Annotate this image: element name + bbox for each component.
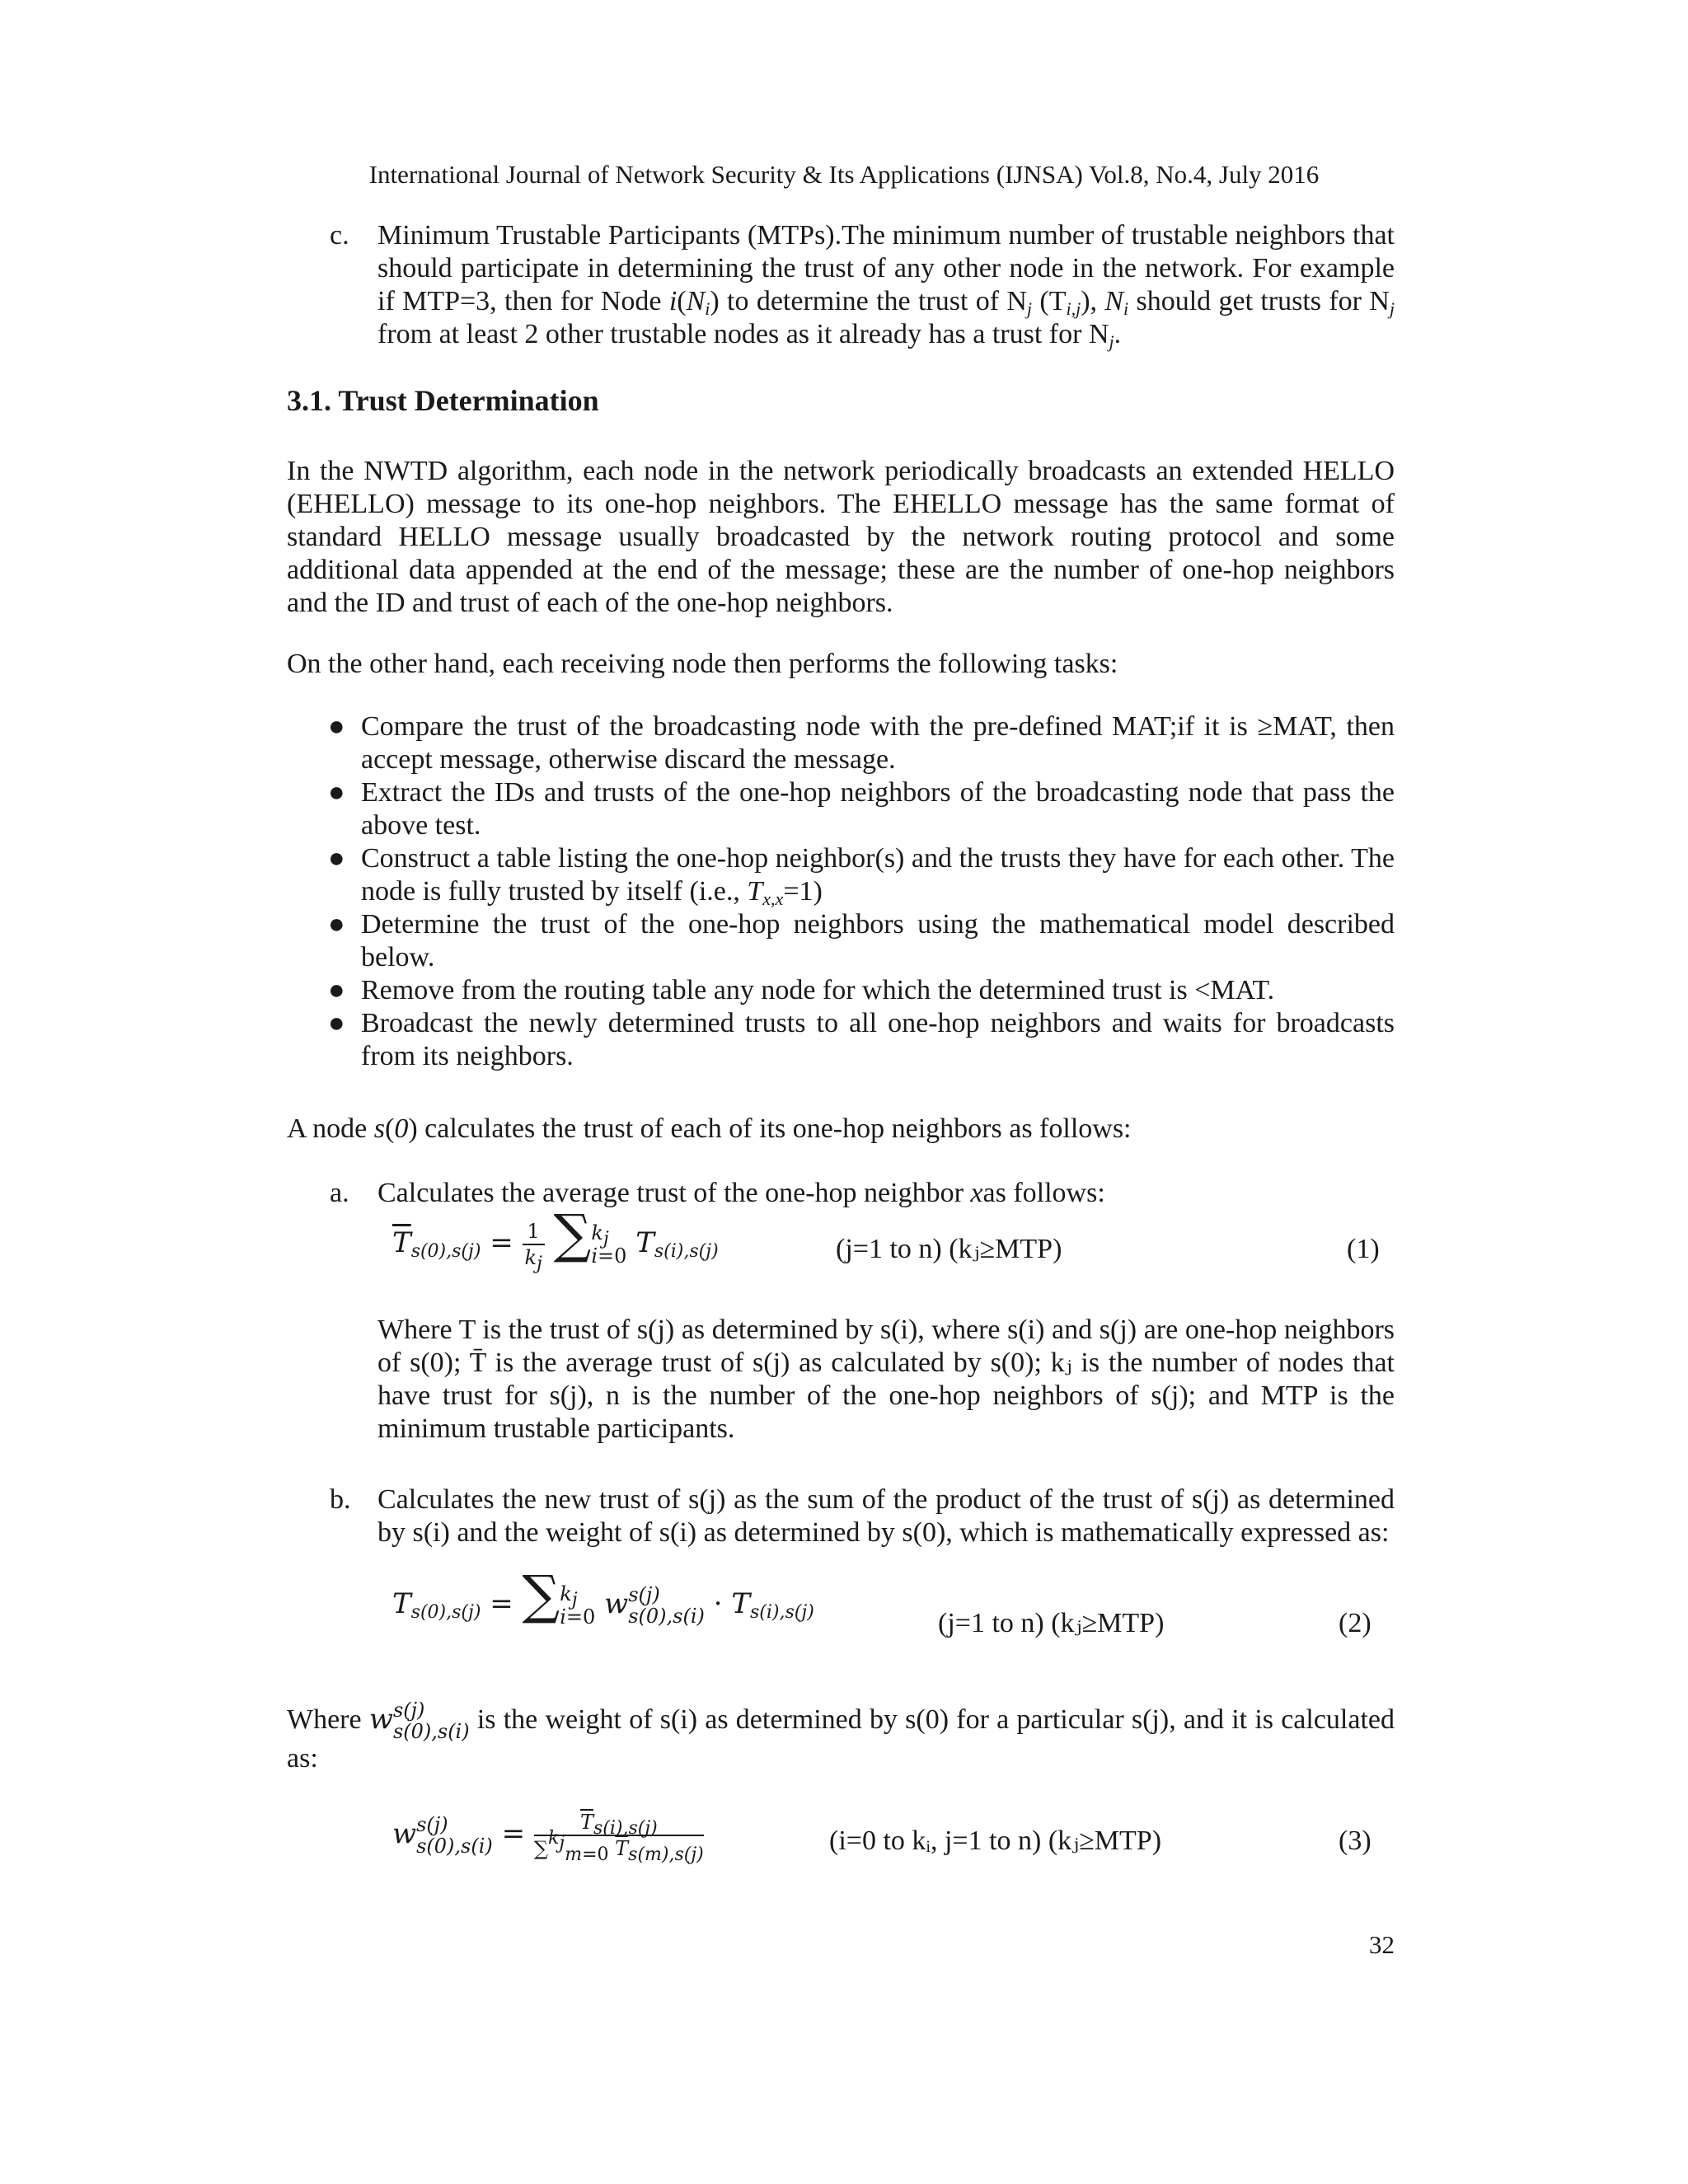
item-c-text: Minimum Trustable Participants (MTPs).The minimum number of trustable neighbors that should participate in determining the trust of any other node in the network. For example if MTP=3, then for Node $i(N_i)$ to determine the trust of $N_j$ $(T_{i,j})$, $N_i$ should get trusts for $N_j$ from at least 2 other trustable nodes as it already has a trust for $N_j$. xyxy=(377,220,1395,352)
task-item: ● Broadcast the newly determined trusts to all one-hop neighbors and waits for broadcasts from its neighbors. xyxy=(328,1008,1395,1071)
equation-1-condition: (j=1 to n) (kⱼ≥MTP) xyxy=(836,1234,1062,1264)
item-c-title: Minimum Trustable Participants (MTPs). xyxy=(377,220,842,251)
section-number: 3.1. xyxy=(287,384,331,417)
page-number: 32 xyxy=(1369,1930,1395,1959)
item-a-label: a. xyxy=(330,1178,349,1208)
where-2-text: Where w s(j) s(0),s(i) is the weight of s(i) as determined by s(0) for a particular s(j), and it is calculated as: xyxy=(287,1699,1395,1774)
equation-3: w s(j) s(0),s(i) = $\frac{\overline{T}_{s(i),s(j)}}{\sum^{k_j}_{m=0} \overline{T}_{s(m),s(j)}}$ xyxy=(392,1811,704,1865)
equation-2: $T_{s(0),s(j)}$ = ∑ $k_j$ i=0 w s(j) s(0),s(i) · $T_{s(i),s(j)}$ xyxy=(392,1565,814,1629)
bullet-icon: ● xyxy=(328,975,345,1005)
item-b-label: b. xyxy=(330,1484,351,1515)
bullet-icon: ● xyxy=(328,843,345,874)
item-c-body-2: to determine the trust of N xyxy=(719,286,1027,316)
section-heading xyxy=(287,384,599,417)
where-1-text: Where T is the trust of s(j) as determined by s(i), where s(i) and s(j) are one-hop neighbors of s(0); T̄ is the average trust of s(j) as calculated by s(0); kⱼ is the number of nodes that have trust for s(j), n is the number of the one-hop neighbors of s(j); and MTP is the minimum trustable participants. xyxy=(377,1315,1395,1444)
equation-2-condition: (j=1 to n) (kⱼ≥MTP) xyxy=(938,1608,1165,1638)
equation-1: $\overline{T}_{s(0),s(j)}$ = $\frac{1}{k_j}$ ∑ $k_j$ i=0 $T_{s(i),s(j)}$ xyxy=(392,1204,719,1274)
item-c-body-5: should get trusts for N xyxy=(1128,286,1390,316)
item-c-body-1: The minimum number of trustable neighbors that should participate in determining the trust of any other node in the network. For example if MTP=3, then for Node xyxy=(377,220,1395,316)
task-item: ● Remove from the routing table any node for which the determined trust is <MAT. xyxy=(328,975,1275,1005)
equation-3-condition: (i=0 to kᵢ, j=1 to n) (kⱼ≥MTP) xyxy=(829,1825,1162,1856)
equation-2-number: (2) xyxy=(1339,1608,1372,1638)
task-item: ● Determine the trust of the one-hop neighbors using the mathematical model described below. xyxy=(328,909,1395,972)
item-c-label: c. xyxy=(330,220,349,251)
item-c-body-4: ), xyxy=(1081,286,1105,316)
item-c-body-3: (T xyxy=(1032,286,1067,316)
equation-3-number: (3) xyxy=(1339,1825,1372,1856)
task-item: ● Extract the IDs and trusts of the one-hop neighbors of the broadcasting node that pass the above test. xyxy=(328,777,1395,841)
task-list xyxy=(330,710,1395,1073)
task-item: ● Compare the trust of the broadcasting node with the pre-defined MAT;if it is ≥MAT, then accept message, otherwise discard the message. xyxy=(328,711,1395,775)
running-header: International Journal of Network Security & Its Applications (IJNSA) Vol.8, No.4, July 2016 xyxy=(368,160,1320,189)
section-title: Trust Determination xyxy=(338,384,599,417)
bullet-icon: ● xyxy=(328,1008,345,1038)
item-c-body-6: from at least 2 other trustable nodes as it already has a trust for N xyxy=(377,319,1109,349)
bullet-icon: ● xyxy=(328,909,345,940)
task-item: ● Construct a table listing the one-hop neighbor(s) and the trusts they have for each other. The node is fully trusted by itself (i.e., $T_{x,x}=1$) xyxy=(328,843,1395,909)
paragraph-3: A node s(0) calculates the trust of each of its one-hop neighbors as follows: xyxy=(287,1113,1132,1144)
paragraph-1: In the NWTD algorithm, each node in the network periodically broadcasts an extended HELLO (EHELLO) message to its one-hop neighbors. The EHELLO message has the same format of standard HELLO message usually broadcasted by the network routing protocol and some additional data appended at the end of the message; these are the number of one-hop neighbors and the ID and trust of each of the one-hop neighbors. xyxy=(287,456,1395,618)
equation-1-number: (1) xyxy=(1347,1234,1380,1264)
item-c-body-7: . xyxy=(1114,319,1122,349)
item-b-text: Calculates the new trust of s(j) as the sum of the product of the trust of s(j) as determined by s(i) and the weight of s(i) as determined by s(0), which is mathematically expressed as: xyxy=(377,1484,1395,1548)
bullet-icon: ● xyxy=(328,777,345,808)
paragraph-2: On the other hand, each receiving node then performs the following tasks: xyxy=(287,649,1118,679)
item-a-text: Calculates the average trust of the one-hop neighbor xas follows: xyxy=(377,1178,1105,1208)
bullet-icon: ● xyxy=(328,711,345,742)
